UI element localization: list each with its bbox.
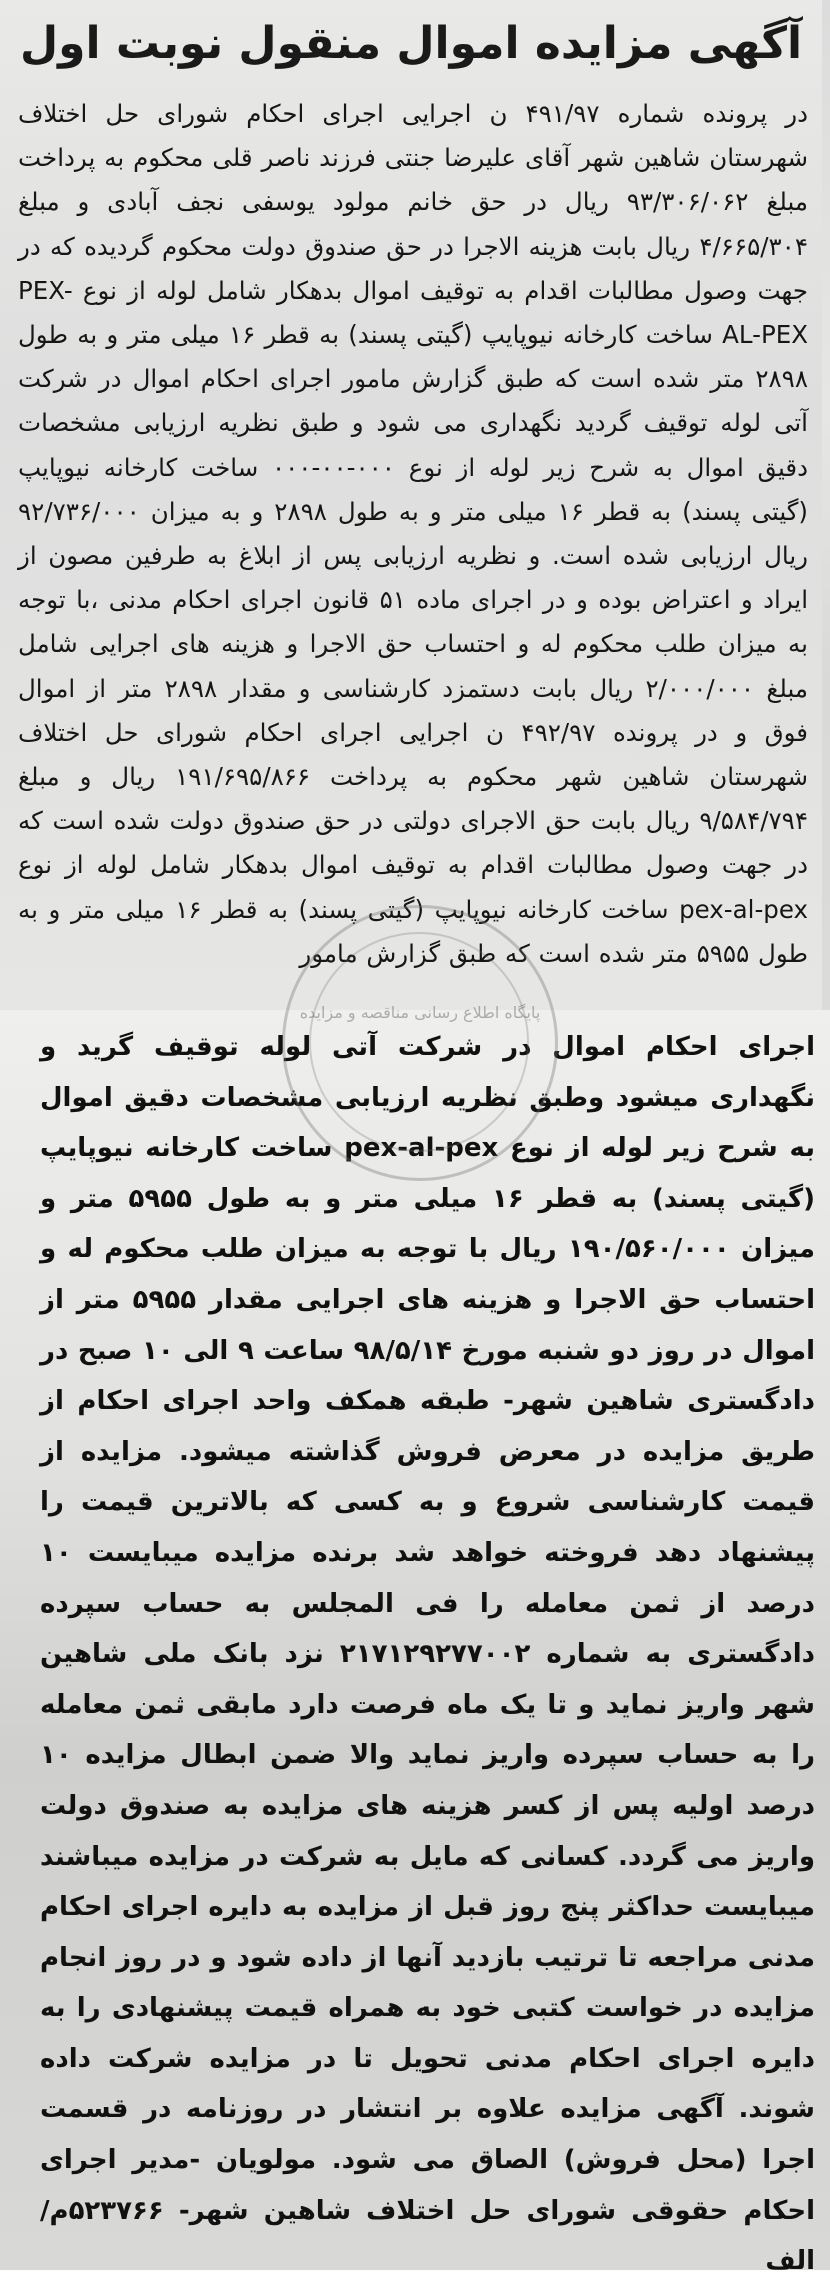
watermark-seal-inner-ring — [309, 932, 529, 1152]
notice-body-part2: اجرای احکام اموال در شرکت آتی لوله توقیف گرید و نگهداری میشود وطبق نظریه ارزیابی مشخصات دقیق اموال به شرح زیر لوله از نوع pex-al-pex ساخت کارخانه نیوپایپ (گیتی پسند) به قطر ۱۶ میلی متر و به طول ۵۹۵۵ متر و میزان ۱۹۰/۵۶۰/۰۰۰ ریال با توجه به میزان طلب محکوم له و احتساب حق الاجرا و هزینه های اجرایی مقدار ۵۹۵۵ متر از اموال در روز دو شنبه مورخ ۹۸/۵/۱۴ ساعت ۹ الی ۱۰ صبح در دادگستری شاهین شهر- طبقه همکف واحد اجرای احکام از طریق مزایده در معرض فروش گذاشته میشود. مزایده از قیمت کارشناسی شروع و به کسی که بالاترین قیمت را پیشنهاد دهد فروخته خواهد شد برنده مزایده میبایست ۱۰ درصد از ثمن معامله را فی المجلس به حساب سپرده دادگستری به شماره ۲۱۷۱۲۹۲۷۷۰۰۲ نزد بانک ملی شاهین شهر واریز نماید و تا یک ماه فرصت دارد مابقی ثمن معامله را به حساب سپرده واریز نماید والا ضمن ابطال مزایده ۱۰ درصد اولیه پس از کسر هزینه های مزایده به صندوق دولت واریز می گردد. کسانی که مایل به شرکت در مزایده میباشند میبایست حداکثر پنج روز قبل از مزایده به دایره اجرای احکام مدنی مراجعه تا ترتیب بازدید آنها از داده شود و در روز انجام مزایده در خواست کتبی خود به همراه قیمت پیشنهادی را به دایره اجرای احکام مدنی تحویل تا در مزایده شرکت داده شوند. آگهی مزایده علاوه بر انتشار در روزنامه در قسمت اجرا (محل فروش) الصاق می شود. مولویان -مدیر اجرای احکام حقوقی شورای حل اختلاف شاهین شهر- ۵۲۳۷۶۶م/الف — [40, 1032, 815, 2277]
clipping-top-panel — [0, 0, 822, 1010]
notice-body-part1: در پرونده شماره ۴۹۱/۹۷ ن اجرایی اجرای احکام شورای حل اختلاف شهرستان شاهین شهر آقای علیرضا جنتی فرزند ناصر قلی محکوم به پرداخت مبلغ ۹۳/۳۰۶/۰۶۲ ریال در حق خانم مولود یوسفی نجف آبادی و مبلغ ۴/۶۶۵/۳۰۴ ریال بابت هزینه الاجرا در حق صندوق دولت محکوم گردیده که در جهت وصول مطالبات اقدام به توقیف اموال بدهکار شامل لوله از نوع PEX-AL-PEX ساخت کارخانه نیوپایپ (گیتی پسند) به قطر ۱۶ میلی متر و به طول ۲۸۹۸ متر شده است که طبق گزارش مامور اجرای احکام اموال در شرکت آتی لوله توقیف گردید نگهداری می شود و طبق نظریه ارزیابی مشخصات دقیق اموال به شرح زیر لوله از نوع ۰۰۰-۰۰-۰۰۰ ساخت کارخانه نیوپایپ (گیتی پسند) به قطر ۱۶ میلی متر و به طول ۲۸۹۸ و به میزان ۹۲/۷۳۶/۰۰۰ ریال ارزیابی شده است. و نظریه ارزیابی پس از ابلاغ به طرفین مصون از ایراد و اعتراض بوده و در اجرای ماده ۵۱ قانون اجرای احکام مدنی ،با توجه به میزان طلب محکوم له و احتساب حق الاجرا و هزینه های اجرایی شامل مبلغ ۲/۰۰۰/۰۰۰ ریال بابت دستمزد کارشناسی و مقدار ۲۸۹۸ متر از اموال فوق و در پرونده ۴۹۲/۹۷ ن اجرایی اجرای احکام شورای حل اختلاف شهرستان شاهین شهر محکوم به پرداخت ۱۹۱/۶۹۵/۸۶۶ ریال و مبلغ ۹/۵۸۴/۷۹۴ ریال بابت حق الاجرای دولتی در حق صندوق دولت شده است که در جهت وصول مطالبات اقدام به توقیف اموال بدهکار شامل لوله از نوع pex-al-pex ساخت کارخانه نیوپایپ (گیتی پسند) به قطر ۱۶ میلی متر و به طول ۵۹۵۵ متر شده است که طبق گزارش مامور — [18, 99, 809, 968]
watermark-seal — [282, 905, 558, 1181]
notice-title: آگهی مزایده اموال منقول نوبت اول — [19, 18, 803, 69]
watermark-text: پایگاه اطلاع رسانی مناقصه و مزایده — [299, 1003, 541, 1022]
